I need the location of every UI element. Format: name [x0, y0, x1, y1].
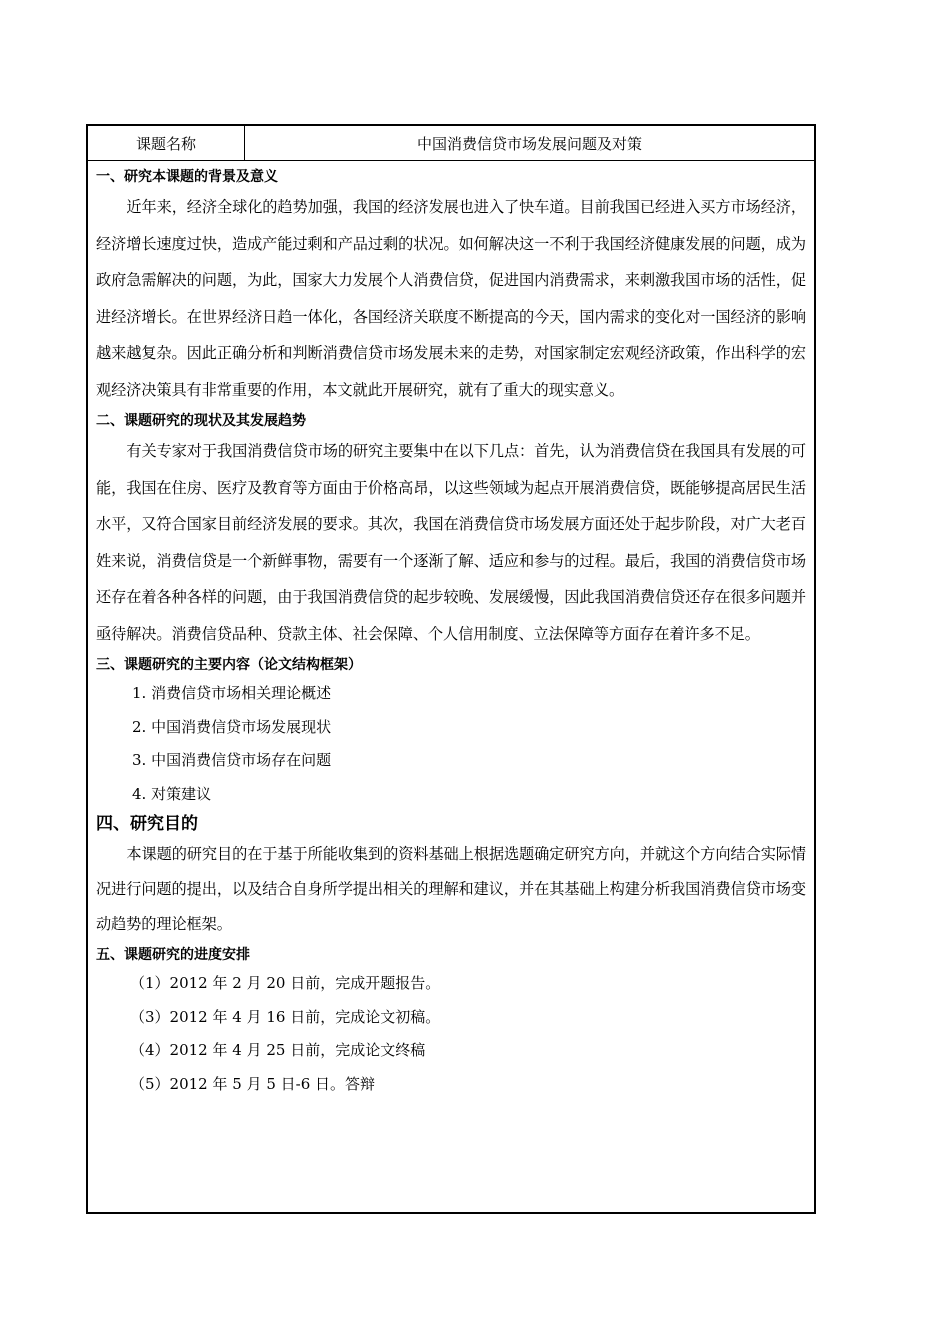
section-2-body: 有关专家对于我国消费信贷市场的研究主要集中在以下几点：首先，认为消费信贷在我国具有发展的可能，我国在住房、医疗及教育等方面由于价格高昂，以这些领域为起点开展消费信贷，既能够提高居民生活水平，又符合国家目前经济发展的要求。其次，我国在消费信贷市场发展方面还处于起步阶段，对广大老百姓来说，消费信贷是一个新鲜事物，需要有一个逐渐了解、适应和参与的过程。最后，我国的消费信贷市场还存在着各种各样的问题，由于我国消费信贷的起步较晚、发展缓慢，因此我国消费信贷还存在很多问题并亟待解决。消费信贷品种、贷款主体、社会保障、个人信用制度、立法保障等方面存在着许多不足。	[96, 442, 806, 643]
schedule-item: （3）2012 年 4 月 16 日前，完成论文初稿。	[130, 1007, 441, 1026]
proposal-table	[86, 124, 816, 1214]
section-1-body: 近年来，经济全球化的趋势加强，我国的经济发展也进入了快车道。目前我国已经进入买方市场经济，经济增长速度过快，造成产能过剩和产品过剩的状况。如何解决这一不利于我国经济健康发展的问题，成为政府急需解决的问题，为此，国家大力发展个人消费信贷，促进国内消费需求，来刺激我国市场的活性，促进经济增长。在世界经济日趋一体化，各国经济关联度不断提高的今天，国内需求的变化对一国经济的影响越来越复杂。因此正确分析和判断消费信贷市场发展未来的走势，对国家制定宏观经济政策，作出科学的宏观经济决策具有非常重要的作用，本文就此开展研究，就有了重大的现实意义。	[96, 198, 806, 399]
outline-item: 4. 对策建议	[132, 784, 212, 803]
section-2-heading: 二、课题研究的现状及其发展趋势	[96, 413, 306, 429]
title-row	[88, 126, 814, 161]
topic-name-value: 中国消费信贷市场发展问题及对策	[416, 134, 642, 153]
outline-item: 1. 消费信贷市场相关理论概述	[132, 684, 332, 702]
outline-item: 3. 中国消费信贷市场存在问题	[132, 751, 332, 769]
topic-name-label: 课题名称	[88, 126, 245, 160]
schedule-item: （1）2012 年 2 月 20 日前，完成开题报告。	[130, 974, 441, 992]
table-content	[88, 161, 814, 1101]
section-5-heading: 五、课题研究的进度安排	[96, 947, 250, 963]
section-1-heading: 一、研究本课题的背景及意义	[96, 169, 278, 185]
schedule-item: （5）2012 年 5 月 5 日-6 日。答辩	[130, 1074, 376, 1093]
section-3-heading: 三、课题研究的主要内容（论文结构框架）	[96, 657, 362, 673]
schedule-item: （4）2012 年 4 月 25 日前，完成论文终稿	[130, 1041, 426, 1059]
section-4-body: 本课题的研究目的在于基于所能收集到的资料基础上根据选题确定研究方向，并就这个方向结合实际情况进行问题的提出，以及结合自身所学提出相关的理解和建议，并在其基础上构建分析我国消费信贷市场变动趋势的理论框架。	[96, 845, 806, 933]
section-4-heading: 四、研究目的	[96, 814, 198, 834]
outline-item: 2. 中国消费信贷市场发展现状	[132, 717, 332, 736]
